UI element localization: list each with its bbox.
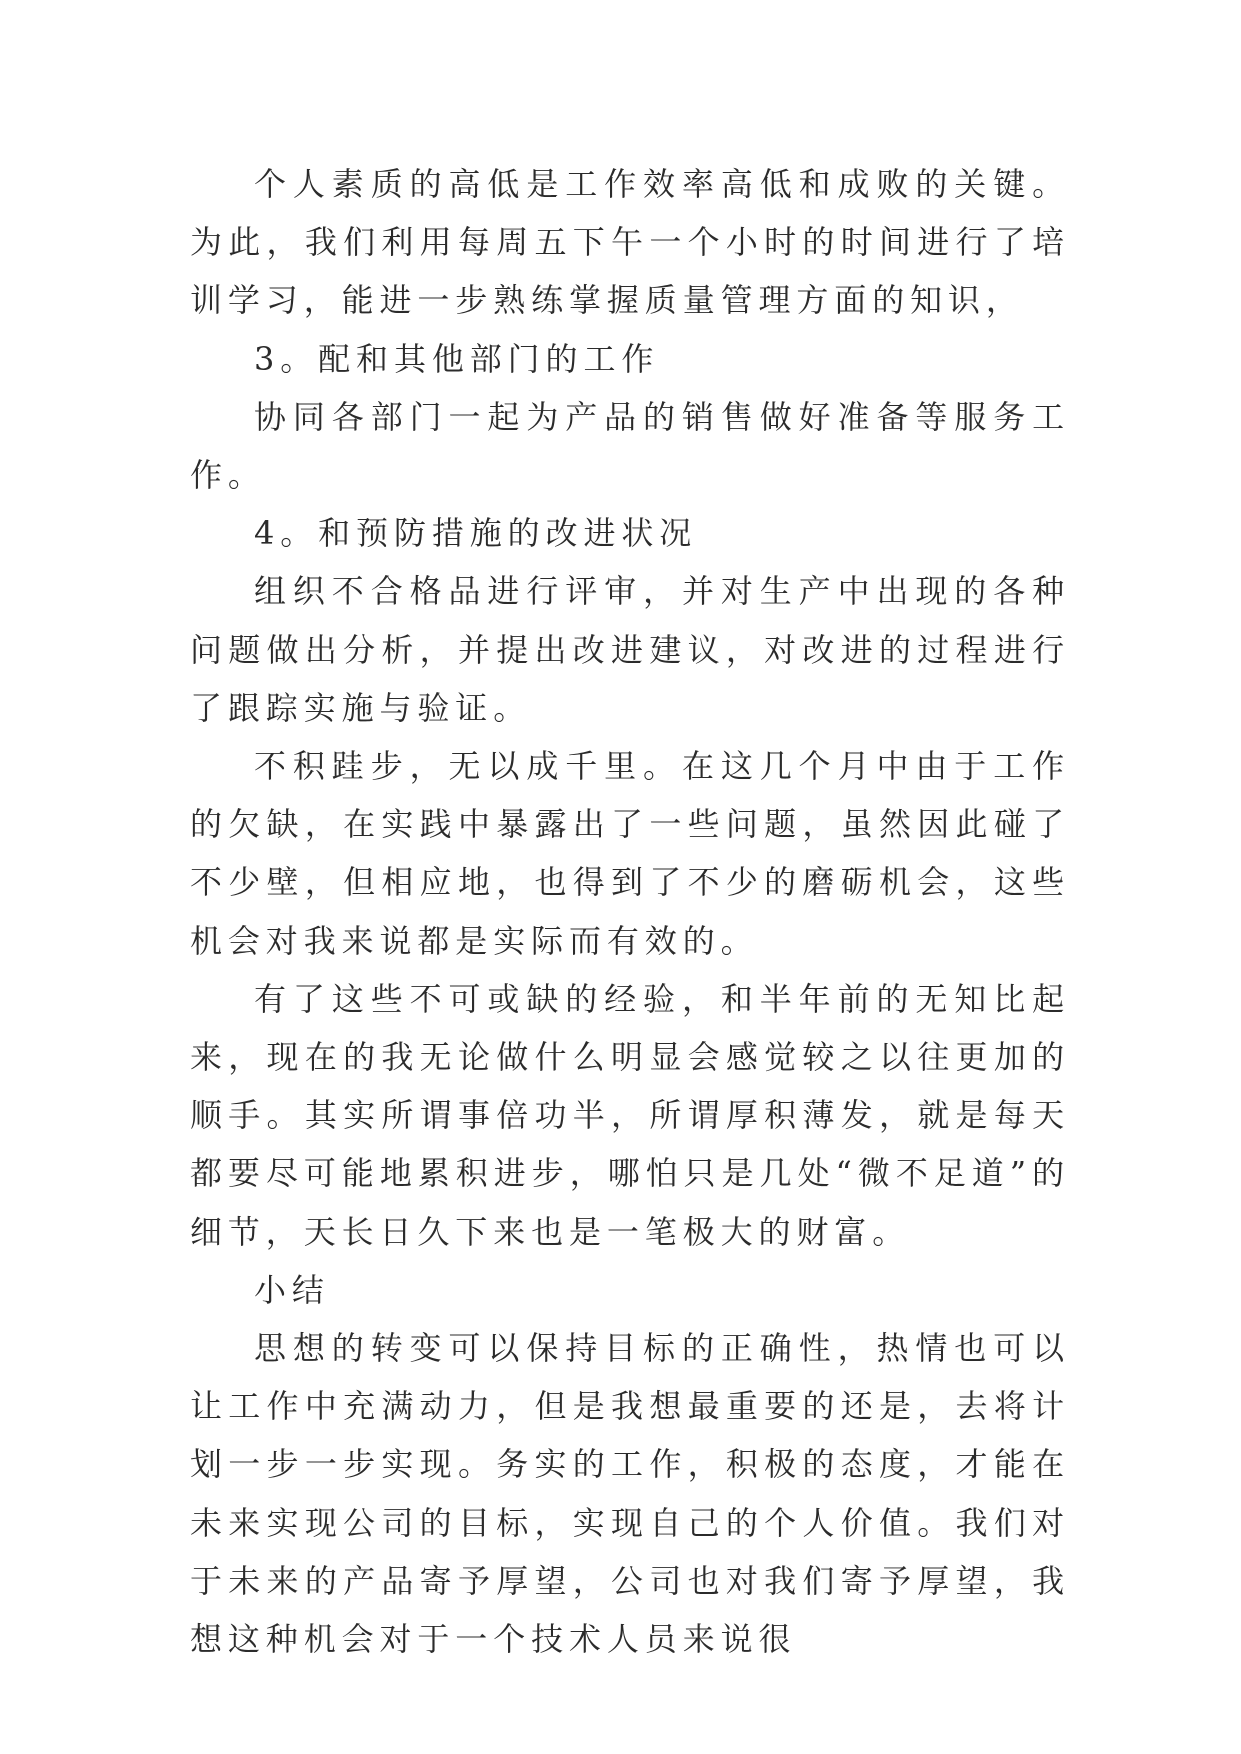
heading-section-3: 3。配和其他部门的工作 bbox=[254, 339, 660, 378]
heading-summary: 小结 bbox=[254, 1270, 330, 1309]
paragraph-practice: 不积跬步，无以成千里。在这几个月中由于工作的欠缺，在实践中暴露出了一些问题，虽然因此碰了不少壁，但相应地，也得到了不少的磨砺机会，这些机会对我来说都是实际而有效的。 bbox=[190, 747, 1070, 960]
paragraph-personal-quality: 个人素质的高低是工作效率高低和成败的关键。为此，我们利用每周五下午一个小时的时间进行了培训学习，能进一步熟练掌握质量管理方面的知识， bbox=[190, 165, 1070, 320]
paragraph-cooperation: 协同各部门一起为产品的销售做好准备等服务工作。 bbox=[190, 397, 1070, 495]
document-body bbox=[190, 155, 1070, 1668]
paragraph-summary: 思想的转变可以保持目标的正确性，热情也可以让工作中充满动力，但是我想最重要的还是，去将计划一步一步实现。务实的工作，积极的态度，才能在未来实现公司的目标，实现自己的个人价值。我们对于未来的产品寄予厚望，公司也对我们寄予厚望，我想这种机会对于一个技术人员来说很 bbox=[190, 1329, 1070, 1659]
heading-section-4: 4。和预防措施的改进状况 bbox=[254, 514, 698, 553]
paragraph-review: 组织不合格品进行评审，并对生产中出现的各种问题做出分析，并提出改进建议，对改进的过程进行了跟踪实施与验证。 bbox=[190, 572, 1070, 727]
paragraph-experience: 有了这些不可或缺的经验，和半年前的无知比起来，现在的我无论做什么明显会感觉较之以往更加的顺手。其实所谓事倍功半，所谓厚积薄发，就是每天都要尽可能地累积进步，哪怕只是几处“微不足道”的细节，天长日久下来也是一笔极大的财富。 bbox=[190, 979, 1070, 1251]
